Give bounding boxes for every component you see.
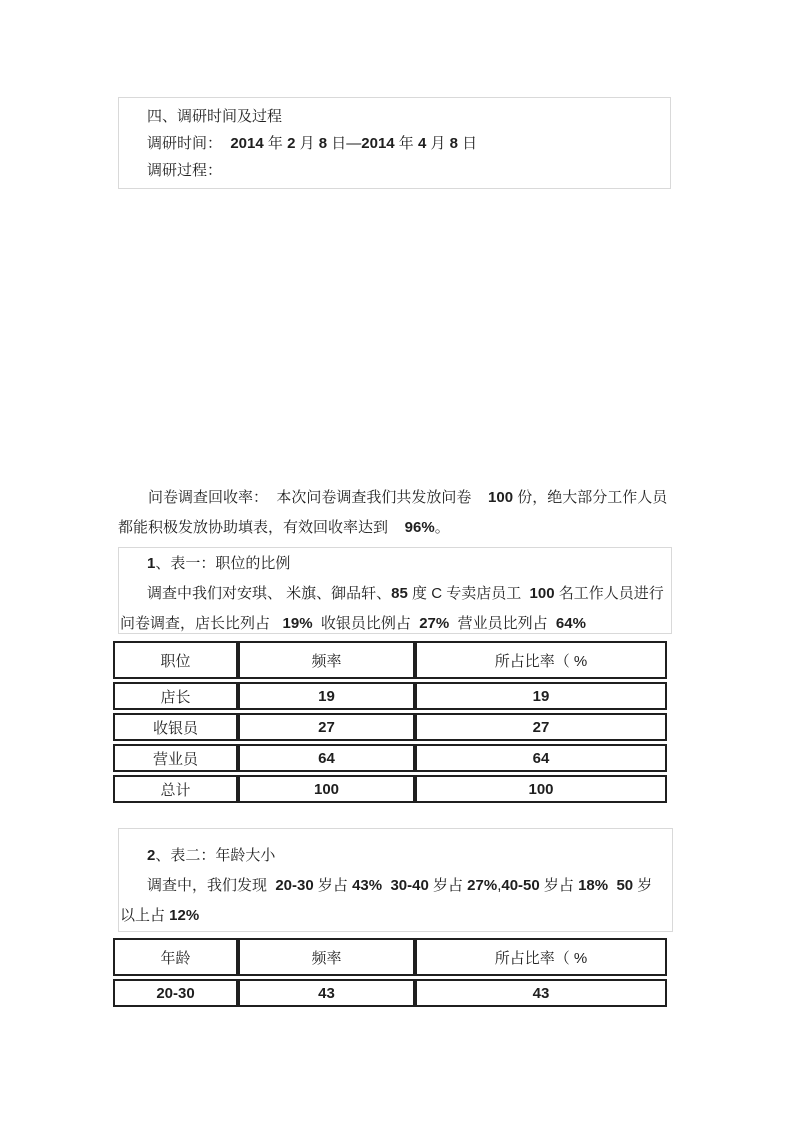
table2-intro-line: 调查中，我们发现 20-30 岁占 43% 30-40 岁占 27%,40-50 岁占 18% 50 岁: [147, 877, 653, 894]
table-cell: 20-30: [113, 979, 238, 1007]
table1-intro-line: 问卷调查，店长比列占 19% 收银员比例占 27% 营业员比列占 64%: [120, 615, 586, 632]
paragraph-line: 都能积极发放协助填表，有效回收率达到 96%。: [118, 519, 450, 536]
section-heading: 四、调研时间及过程: [147, 108, 283, 125]
table-row: [113, 713, 667, 741]
table1-intro-box: [118, 547, 672, 634]
survey-process-line: 调研过程：: [147, 162, 223, 179]
table-cell: 43: [415, 979, 667, 1007]
table-header-cell: 职位: [113, 641, 238, 679]
table-cell: 43: [238, 979, 415, 1007]
table2-intro-line: 以上占 12%: [120, 907, 200, 924]
survey-time-line: 调研时间： 2014 年 2 月 8 日—2014 年 4 月 8 日: [147, 135, 478, 152]
paragraph-line: 问卷调查回收率： 本次问卷调查我们共发放问卷 100 份，绝大部分工作人员: [148, 489, 668, 506]
table2-intro-box: [118, 828, 673, 932]
table-header-cell: 频率: [238, 938, 415, 976]
table-row: [113, 775, 667, 803]
table-header-cell: 所占比率（ %: [415, 938, 667, 976]
table1-heading: 1、表一：职位的比例: [147, 555, 291, 572]
recovery-paragraph: [118, 483, 678, 543]
table-cell: 100: [415, 775, 667, 803]
table-cell: 店长: [113, 682, 238, 710]
table-cell: 64: [238, 744, 415, 772]
table-cell: 100: [238, 775, 415, 803]
table-header-cell: 频率: [238, 641, 415, 679]
table-header-cell: 所占比率（ %: [415, 641, 667, 679]
table-cell: 27: [415, 713, 667, 741]
table-cell: 19: [238, 682, 415, 710]
table-ages: [113, 935, 667, 1010]
intro-box: [118, 97, 671, 189]
table-cell: 27: [238, 713, 415, 741]
table-header-row: [113, 938, 667, 976]
table2-heading: 2、表二：年龄大小: [147, 847, 276, 864]
table-cell: 19: [415, 682, 667, 710]
table-header-cell: 年龄: [113, 938, 238, 976]
table-row: [113, 744, 667, 772]
table-cell: 营业员: [113, 744, 238, 772]
table-row: [113, 979, 667, 1007]
table-row: [113, 682, 667, 710]
table-positions: [113, 638, 667, 806]
table-cell: 64: [415, 744, 667, 772]
table-cell: 收银员: [113, 713, 238, 741]
table-header-row: [113, 641, 667, 679]
table1-intro-line: 调查中我们对安琪、 米旗、御品轩、85 度 C 专卖店员工 100 名工作人员进行: [147, 585, 664, 602]
table-cell: 总计: [113, 775, 238, 803]
